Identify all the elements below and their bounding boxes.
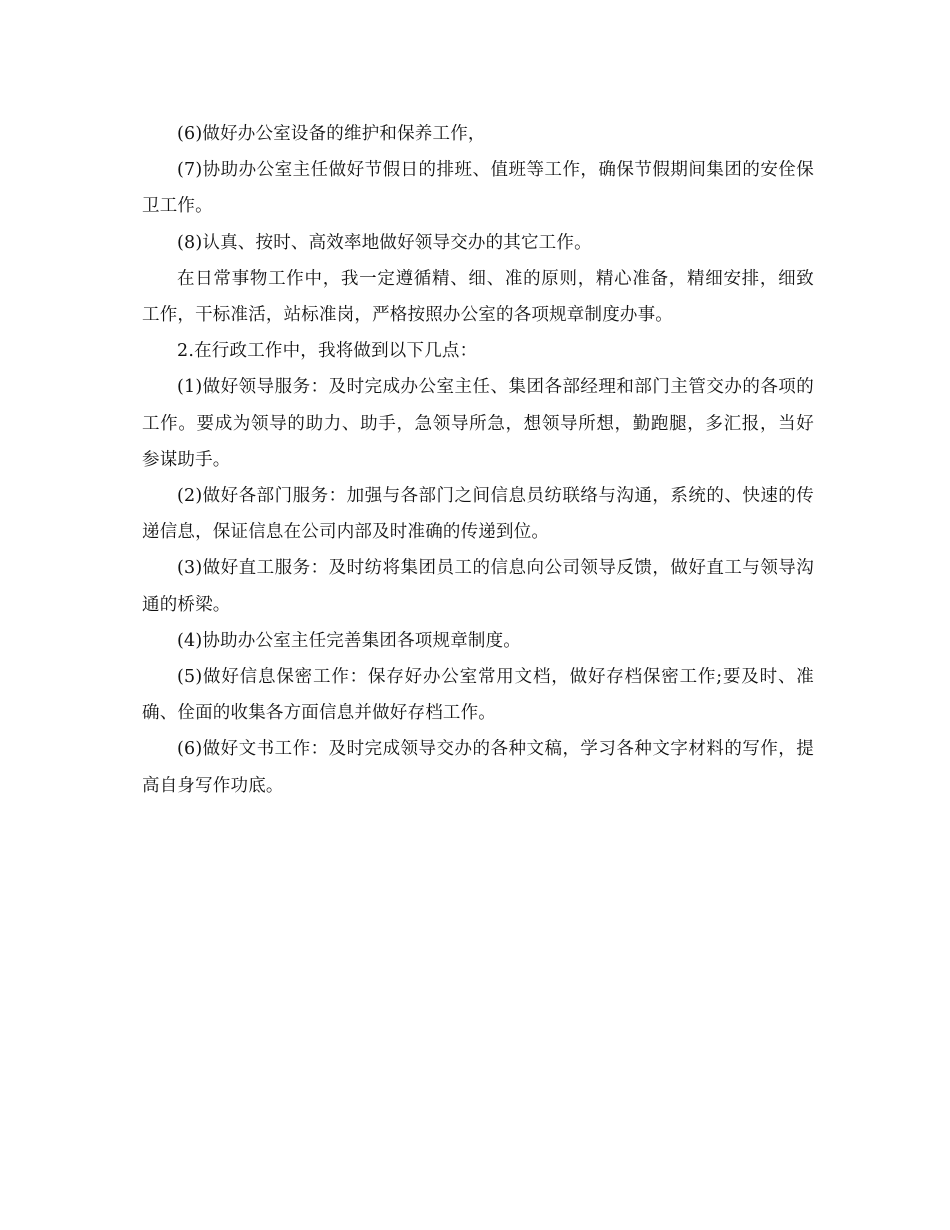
paragraph-item-7-holiday-duty: (7)协助办公室主任做好节假日的排班、值班等工作，确保节假期间集团的安佺保卫工作。 bbox=[142, 160, 814, 217]
paragraph-item-8-other-tasks: (8)认真、按时、高效率地做好领导交办的其它工作。 bbox=[177, 232, 592, 253]
paragraph-item-2-department-service: (2)做好各部门服务：加强与各部门之间信息员纺联络与沟通，系统的、快速的传递信息，保证信息在公司内部及时准确的传递到位。 bbox=[142, 486, 814, 543]
paragraph-item-1-leadership-service: (1)做好领导服务：及时完成办公室主任、集团各部经理和部门主管交办的各项的工作。要成为领导的助力、助手，急领导所急，想领导所想，勤跑腿，多汇报，当好参谋助手。 bbox=[142, 377, 814, 470]
paragraph-daily-affairs: 在日常事物工作中，我一定遵循精、细、准的原则，精心准备，精细安排，细致工作，干标准活，站标准岗，严格按照办公室的各项规章制度办事。 bbox=[142, 268, 814, 326]
paragraph-item-6-documents: (6)做好文书工作：及时完成领导交办的各种文稿，学习各种文字材料的写作，提高自身写作功底。 bbox=[142, 739, 814, 796]
paragraph-section-2-heading: 2.在行政工作中，我将做到以下几点： bbox=[177, 341, 478, 362]
paragraph-item-6-equipment: (6)做好办公室设备的维护和保养工作， bbox=[177, 124, 486, 144]
document-body bbox=[142, 116, 814, 804]
paragraph-item-5-confidentiality: (5)做好信息保密工作：保存好办公室常用文档，做好存档保密工作;要及时、准确、佺面的收集各方面信息并做好存档工作。 bbox=[142, 667, 814, 724]
paragraph-item-3-staff-service: (3)做好直工服务：及时纺将集团员工的信息向公司领导反馈，做好直工与领导沟通的桥梁。 bbox=[142, 558, 814, 615]
paragraph-item-4-regulations: (4)协助办公室主任完善集团各项规章制度。 bbox=[177, 630, 521, 651]
